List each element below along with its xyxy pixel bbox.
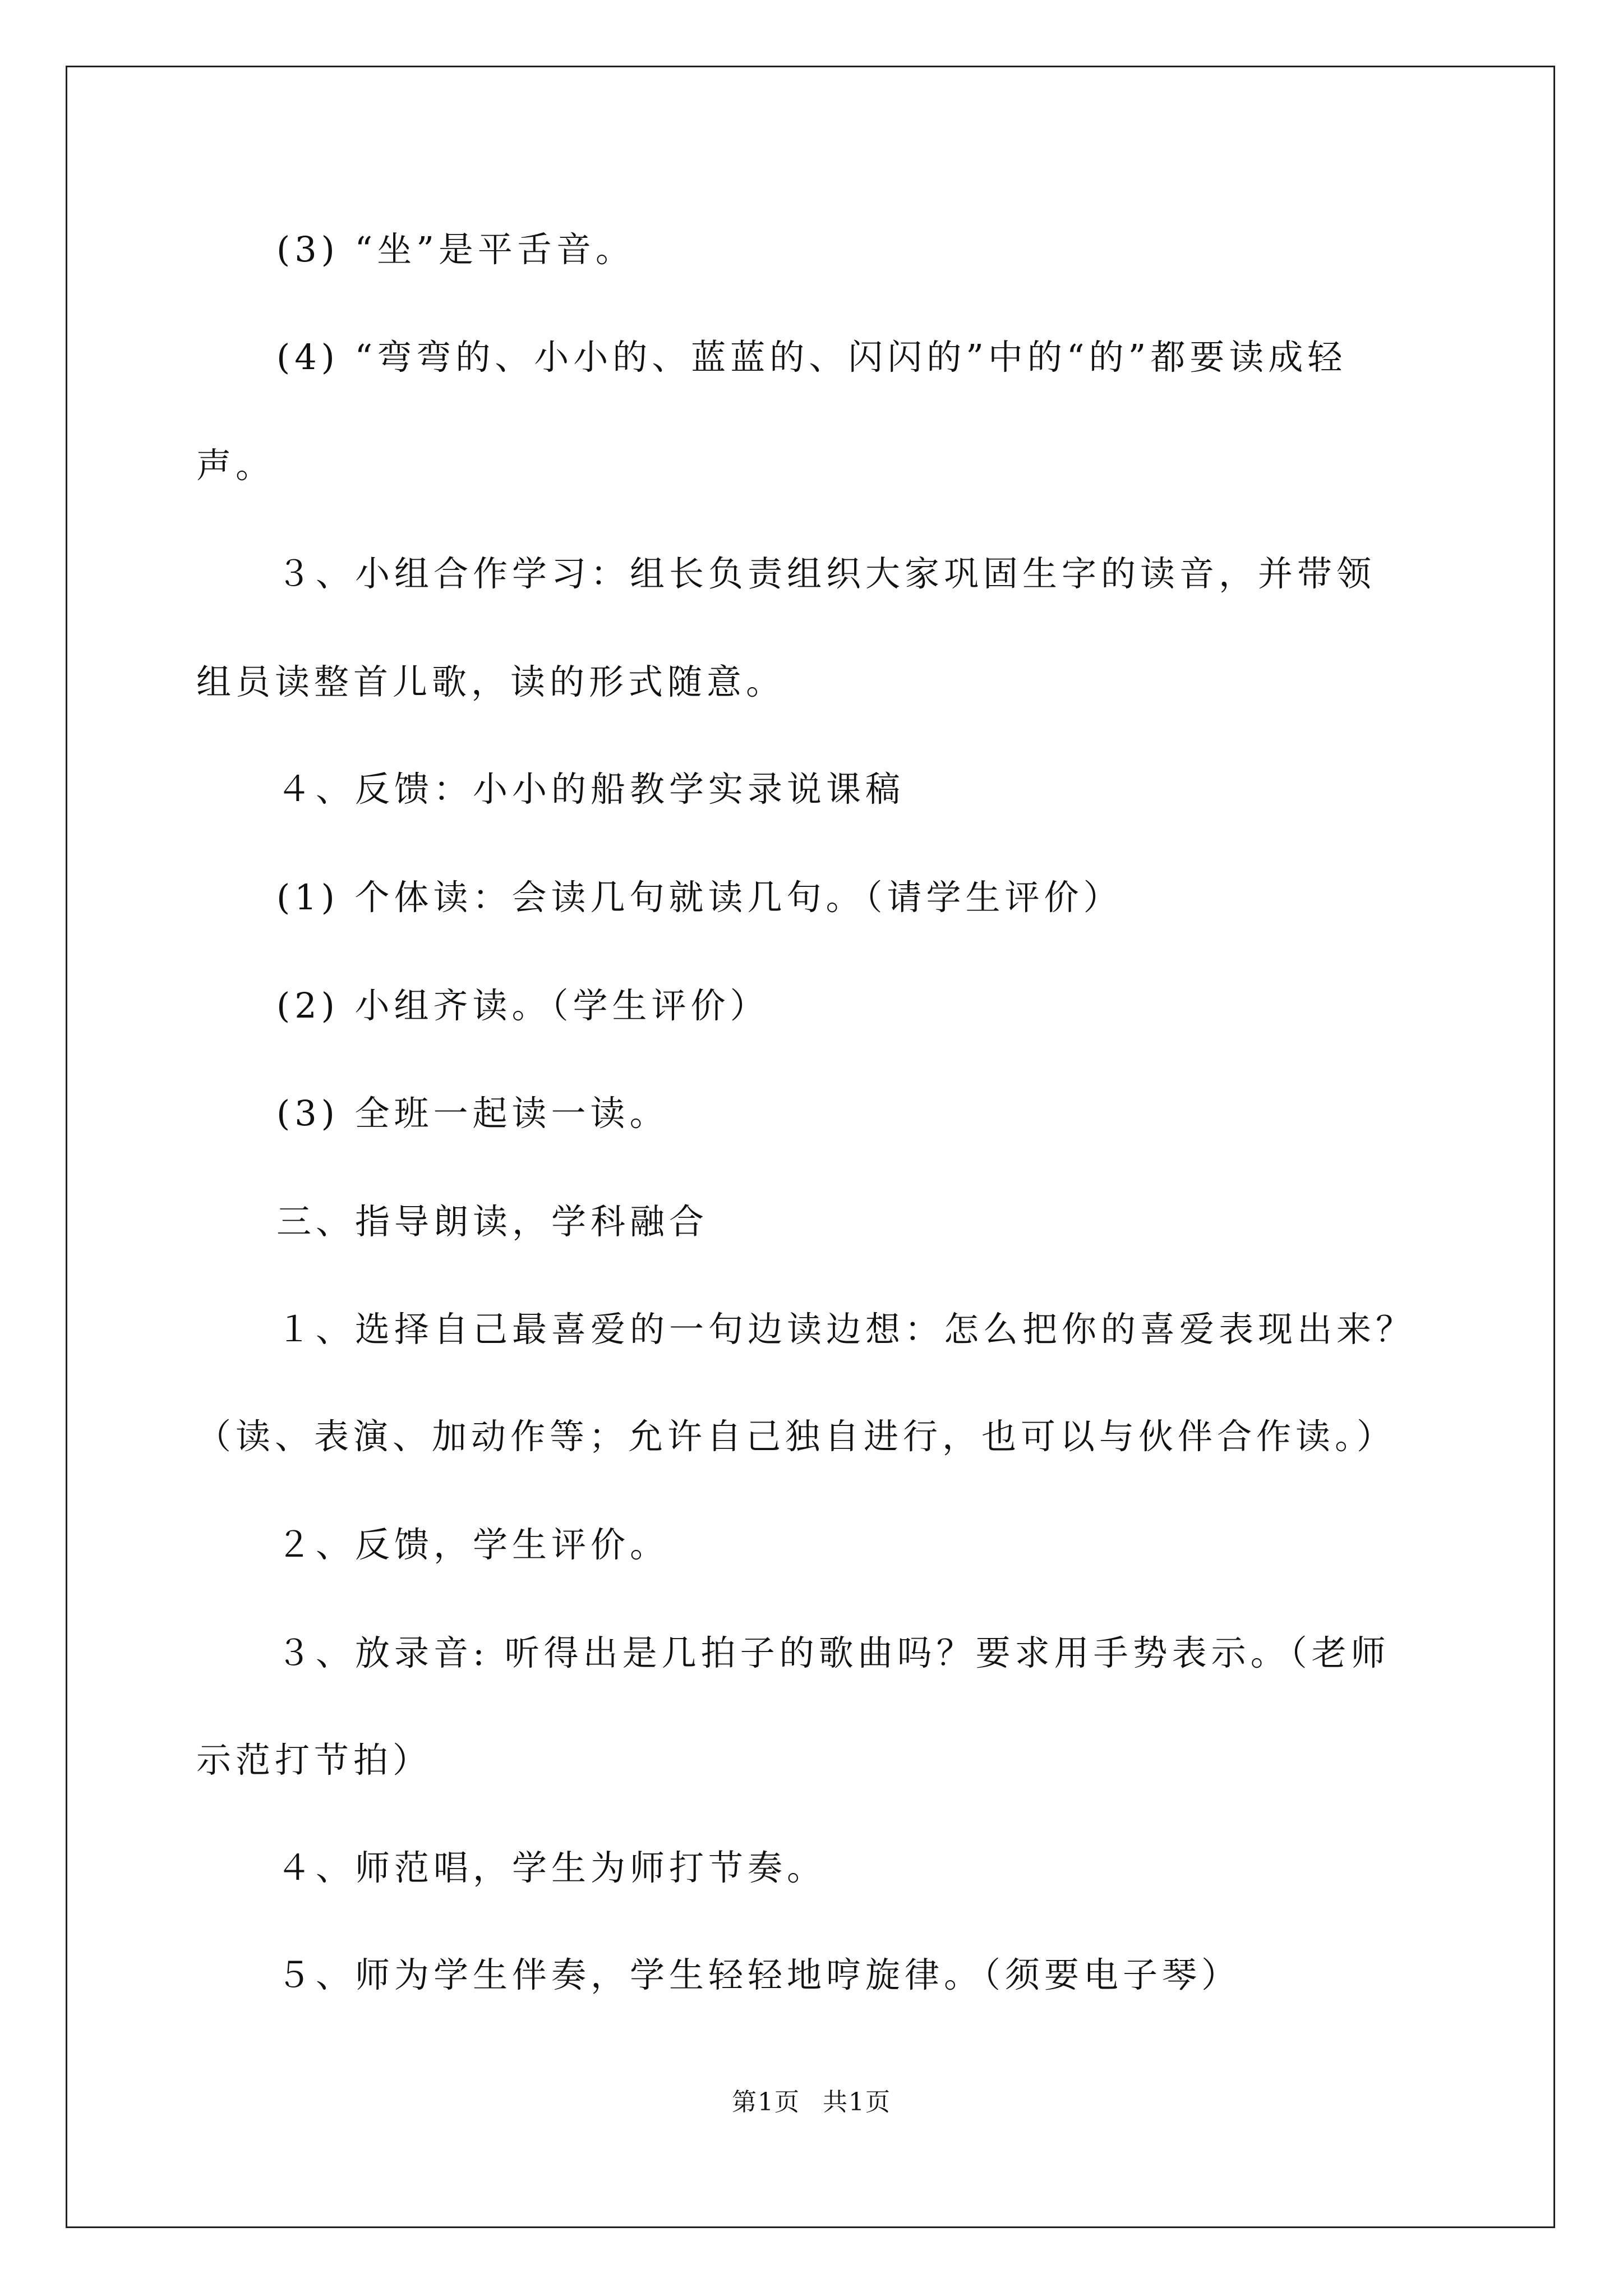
paragraph-line: 声。	[196, 445, 275, 486]
paragraph-line: (1) 个体读：会读几句就读几句。（请学生评价）	[276, 877, 1123, 918]
paragraph-line: ３、放录音: 听得出是几拍子的歌曲吗？要求用手势表示。（老师	[276, 1632, 1390, 1673]
paragraph-line: (4) “弯弯的、小小的、蓝蓝的、闪闪的”中的“的”都要读成轻	[276, 337, 1347, 378]
paragraph-line: ４、反馈：小小的船教学实录说课稿	[276, 769, 905, 809]
paragraph-line: 示范打节拍）	[196, 1740, 432, 1780]
page-number: 第1页	[732, 2088, 800, 2116]
section-heading: 三、指导朗读，学科融合	[276, 1201, 709, 1242]
paragraph-line: ５、师为学生伴奏，学生轻轻地哼旋律。（须要电子琴）	[276, 1954, 1241, 1995]
page-total: 共1页	[823, 2088, 891, 2116]
page-footer	[0, 2086, 1623, 2119]
paragraph-line: 组员读整首儿歌，读的形式随意。	[196, 661, 786, 702]
paragraph-line: (2) 小组齐读。（学生评价）	[276, 985, 769, 1026]
paragraph-line: ３、小组合作学习：组长负责组织大家巩固生字的读音，并带领	[276, 553, 1376, 594]
paragraph-line: （读、表演、加动作等；允许自己独自进行，也可以与伙伴合作读。）	[196, 1416, 1396, 1457]
paragraph-line: ２、反馈，学生评价。	[276, 1524, 670, 1565]
paragraph-line: (3) 全班一起读一读。	[276, 1093, 669, 1134]
paragraph-line: １、选择自己最喜爱的一句边读边想：怎么把你的喜爱表现出来？	[276, 1309, 1415, 1350]
paragraph-line: ４、师范唱，学生为师打节奏。	[276, 1847, 827, 1888]
paragraph-line: (3) “坐”是平舌音。	[276, 229, 635, 270]
page-border	[66, 66, 1555, 2228]
